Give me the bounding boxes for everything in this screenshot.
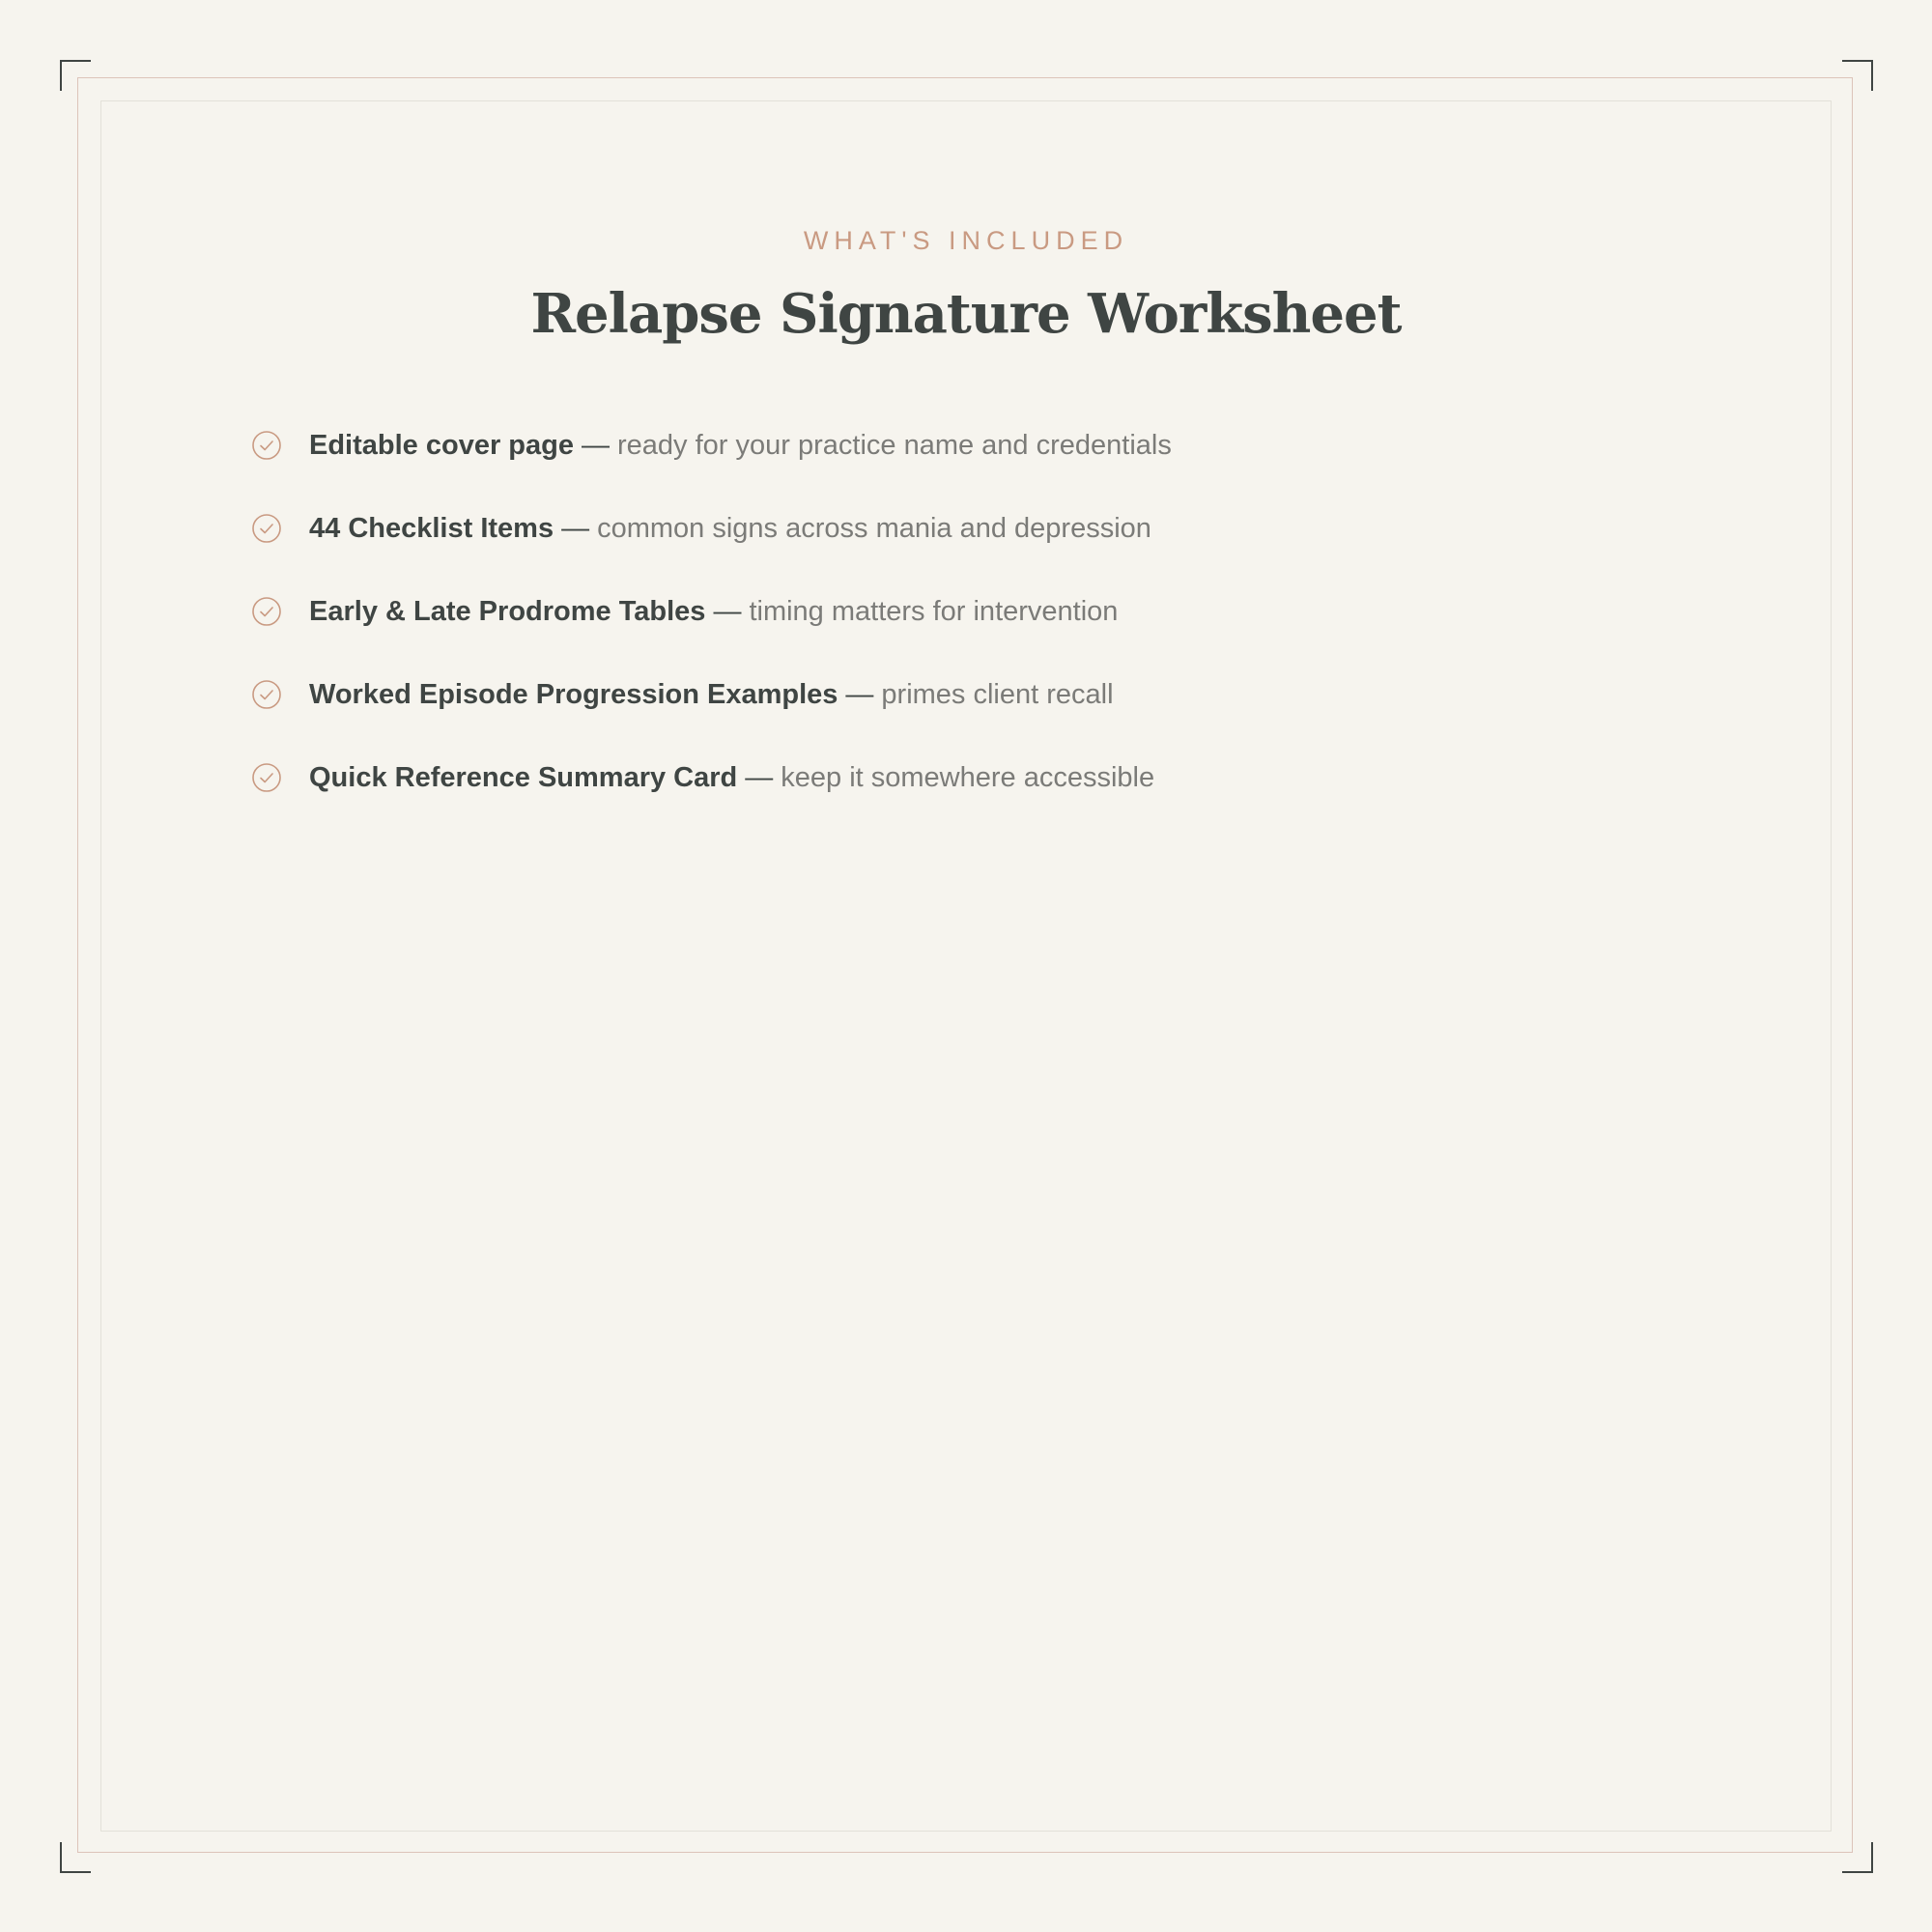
- feature-description: primes client recall: [881, 678, 1114, 710]
- feature-item: [251, 507, 1151, 550]
- feature-name: Early & Late Prodrome Tables: [309, 595, 706, 627]
- section-eyebrow: WHAT'S INCLUDED: [803, 226, 1129, 255]
- feature-item: [251, 424, 1172, 467]
- feature-name: Worked Episode Progression Examples: [309, 678, 838, 710]
- feature-description: timing matters for intervention: [749, 595, 1119, 627]
- feature-separator: —: [582, 429, 610, 461]
- feature-separator: —: [745, 761, 774, 793]
- feature-name: Quick Reference Summary Card: [309, 761, 738, 793]
- feature-item: [251, 673, 1114, 716]
- feature-description: keep it somewhere accessible: [781, 761, 1155, 793]
- check-circle-icon: [251, 513, 282, 544]
- feature-separator: —: [561, 512, 590, 544]
- feature-separator: —: [713, 595, 742, 627]
- check-circle-icon: [251, 430, 282, 461]
- feature-item: [251, 590, 1118, 633]
- feature-description: common signs across mania and depression: [597, 512, 1151, 544]
- feature-name: Editable cover page: [309, 429, 574, 461]
- feature-list: [251, 0, 1700, 1932]
- check-circle-icon: [251, 762, 282, 793]
- feature-name: 44 Checklist Items: [309, 512, 554, 544]
- page-title: Relapse Signature Worksheet: [530, 282, 1402, 346]
- feature-item: [251, 756, 1154, 799]
- feature-description: ready for your practice name and credentials: [617, 429, 1172, 461]
- check-circle-icon: [251, 679, 282, 710]
- check-circle-icon: [251, 596, 282, 627]
- feature-separator: —: [845, 678, 874, 710]
